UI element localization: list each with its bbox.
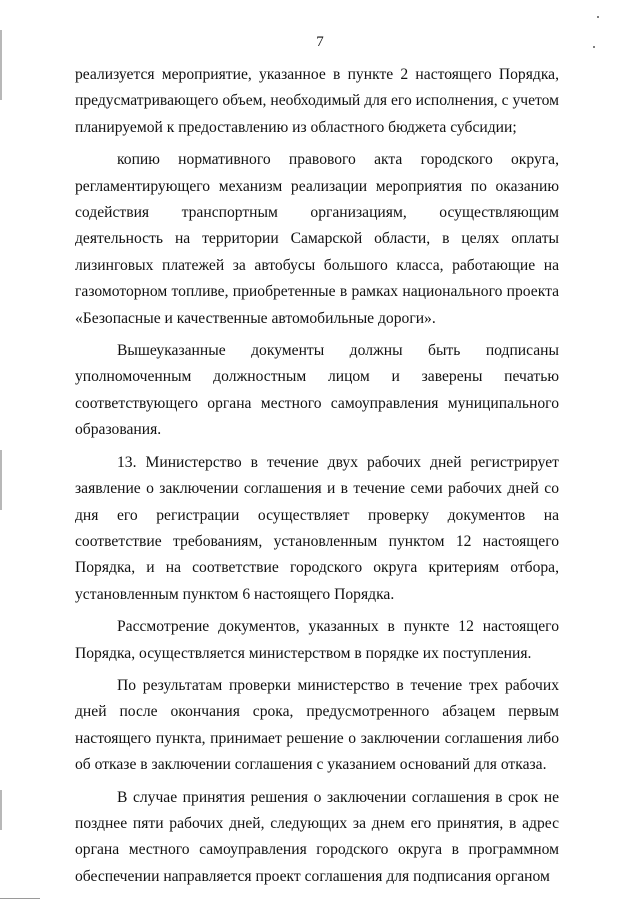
- paragraph-review-order: Рассмотрение документов, указанных в пункте 12 настоящего Порядка, осуществляется министерством в порядке их поступления.: [75, 618, 559, 662]
- scan-edge-mark: [0, 450, 2, 510]
- paragraph-item-13: 13. Министерство в течение двух рабочих дней регистрирует заявление о заключении соглашения и в течение семи рабочих дней со дня его регистрации осуществляет проверку документов на соответствие требованиям, установленным пунктом 12 настоящего Порядка, и на соответствие городского округа критериям отбора, установленным пунктом 6 настоящего Порядка.: [75, 453, 559, 603]
- scan-speck: [597, 16, 599, 18]
- paragraph-continuation: реализуется мероприятие, указанное в пункте 2 настоящего Порядка, предусматривающего объем, необходимый для его исполнения, с учетом планируемой к предоставлению из областного бюджета субсидии;: [75, 66, 559, 136]
- paragraph-agreement-draft: В случае принятия решения о заключении соглашения в срок не позднее пяти рабочих дней, следующих за днем его принятия, в адрес органа местного самоуправления городского округа в программном обеспечении направляется проект соглашения для подписания органом: [75, 788, 559, 885]
- scan-bottom-rule: [0, 898, 40, 899]
- paragraph-regulation-copy: копию нормативного правового акта городского округа, регламентирующего механизм реализации мероприятия по оказанию содействия транспортным организациям, осуществляющим деятельность на территории Самарской области, в целях оплаты лизинговых платежей за автобусы большого класса, работающие на газомоторном топливе, приобретенные в рамках национального проекта «Безопасные и качественные автомобильные дороги».: [75, 151, 559, 327]
- paragraph-signatures: Вышеуказанные документы должны быть подписаны уполномоченным должностным лицом и заверены печатью соответствующего органа местного самоуправления муниципального образования.: [75, 342, 559, 439]
- document-body: [75, 62, 559, 890]
- paragraph-decision: По результатам проверки министерство в течение трех рабочих дней после окончания срока, предусмотренного абзацем первым настоящего пункта, принимает решение о заключении соглашения либо об отказе в заключении соглашения с указанием оснований для отказа.: [75, 676, 559, 774]
- page-number: 7: [316, 34, 324, 50]
- scan-edge-mark: [0, 790, 2, 830]
